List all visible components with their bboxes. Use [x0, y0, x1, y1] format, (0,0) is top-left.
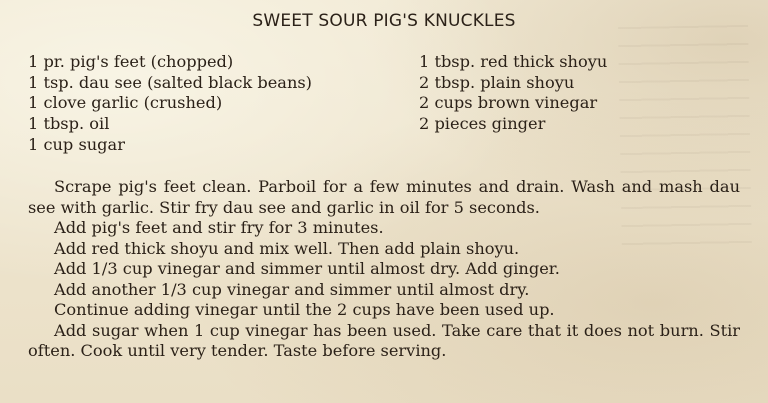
ingredient-line: 2 pieces ginger	[419, 114, 546, 134]
instruction-paragraph: Add red thick shoyu and mix well. Then add plain shoyu.	[54, 238, 520, 258]
instruction-paragraph: Scrape pig's feet clean. Parboil for a few minutes and drain. Wash and mash dau see with garlic. Stir fry dau see and garlic in oil for 5 seconds.	[28, 177, 740, 217]
ingredient-line: 1 pr. pig's feet (chopped)	[28, 52, 234, 71]
ingredient-line: 1 tsp. dau see (salted black beans)	[28, 72, 313, 92]
instructions-block	[28, 177, 740, 362]
instruction-paragraph: Add pig's feet and stir fry for 3 minutes.	[54, 218, 384, 237]
instruction-paragraph: Add 1/3 cup vinegar and simmer until almost dry. Add ginger.	[54, 259, 560, 278]
ingredient-line: 2 cups brown vinegar	[419, 93, 598, 113]
ingredient-line: 1 cup sugar	[28, 134, 125, 154]
ingredients-left-column	[28, 52, 312, 156]
ingredient-line: 2 tbsp. plain shoyu	[419, 72, 575, 92]
ingredient-line: 1 tbsp. oil	[28, 114, 110, 134]
recipe-title: SWEET SOUR PIG'S KNUCKLES	[252, 11, 516, 31]
instruction-paragraph: Add another 1/3 cup vinegar and simmer until almost dry.	[54, 279, 530, 299]
instruction-paragraph: Add sugar when 1 cup vinegar has been used. Take care that it does not burn. Stir often. Cook until very tender. Taste before serving.	[28, 320, 740, 360]
ingredient-line: 1 clove garlic (crushed)	[28, 93, 223, 113]
ingredient-line: 1 tbsp. red thick shoyu	[419, 52, 608, 71]
instruction-paragraph: Continue adding vinegar until the 2 cups have been used up.	[54, 300, 555, 319]
ingredients-right-column	[419, 52, 607, 135]
